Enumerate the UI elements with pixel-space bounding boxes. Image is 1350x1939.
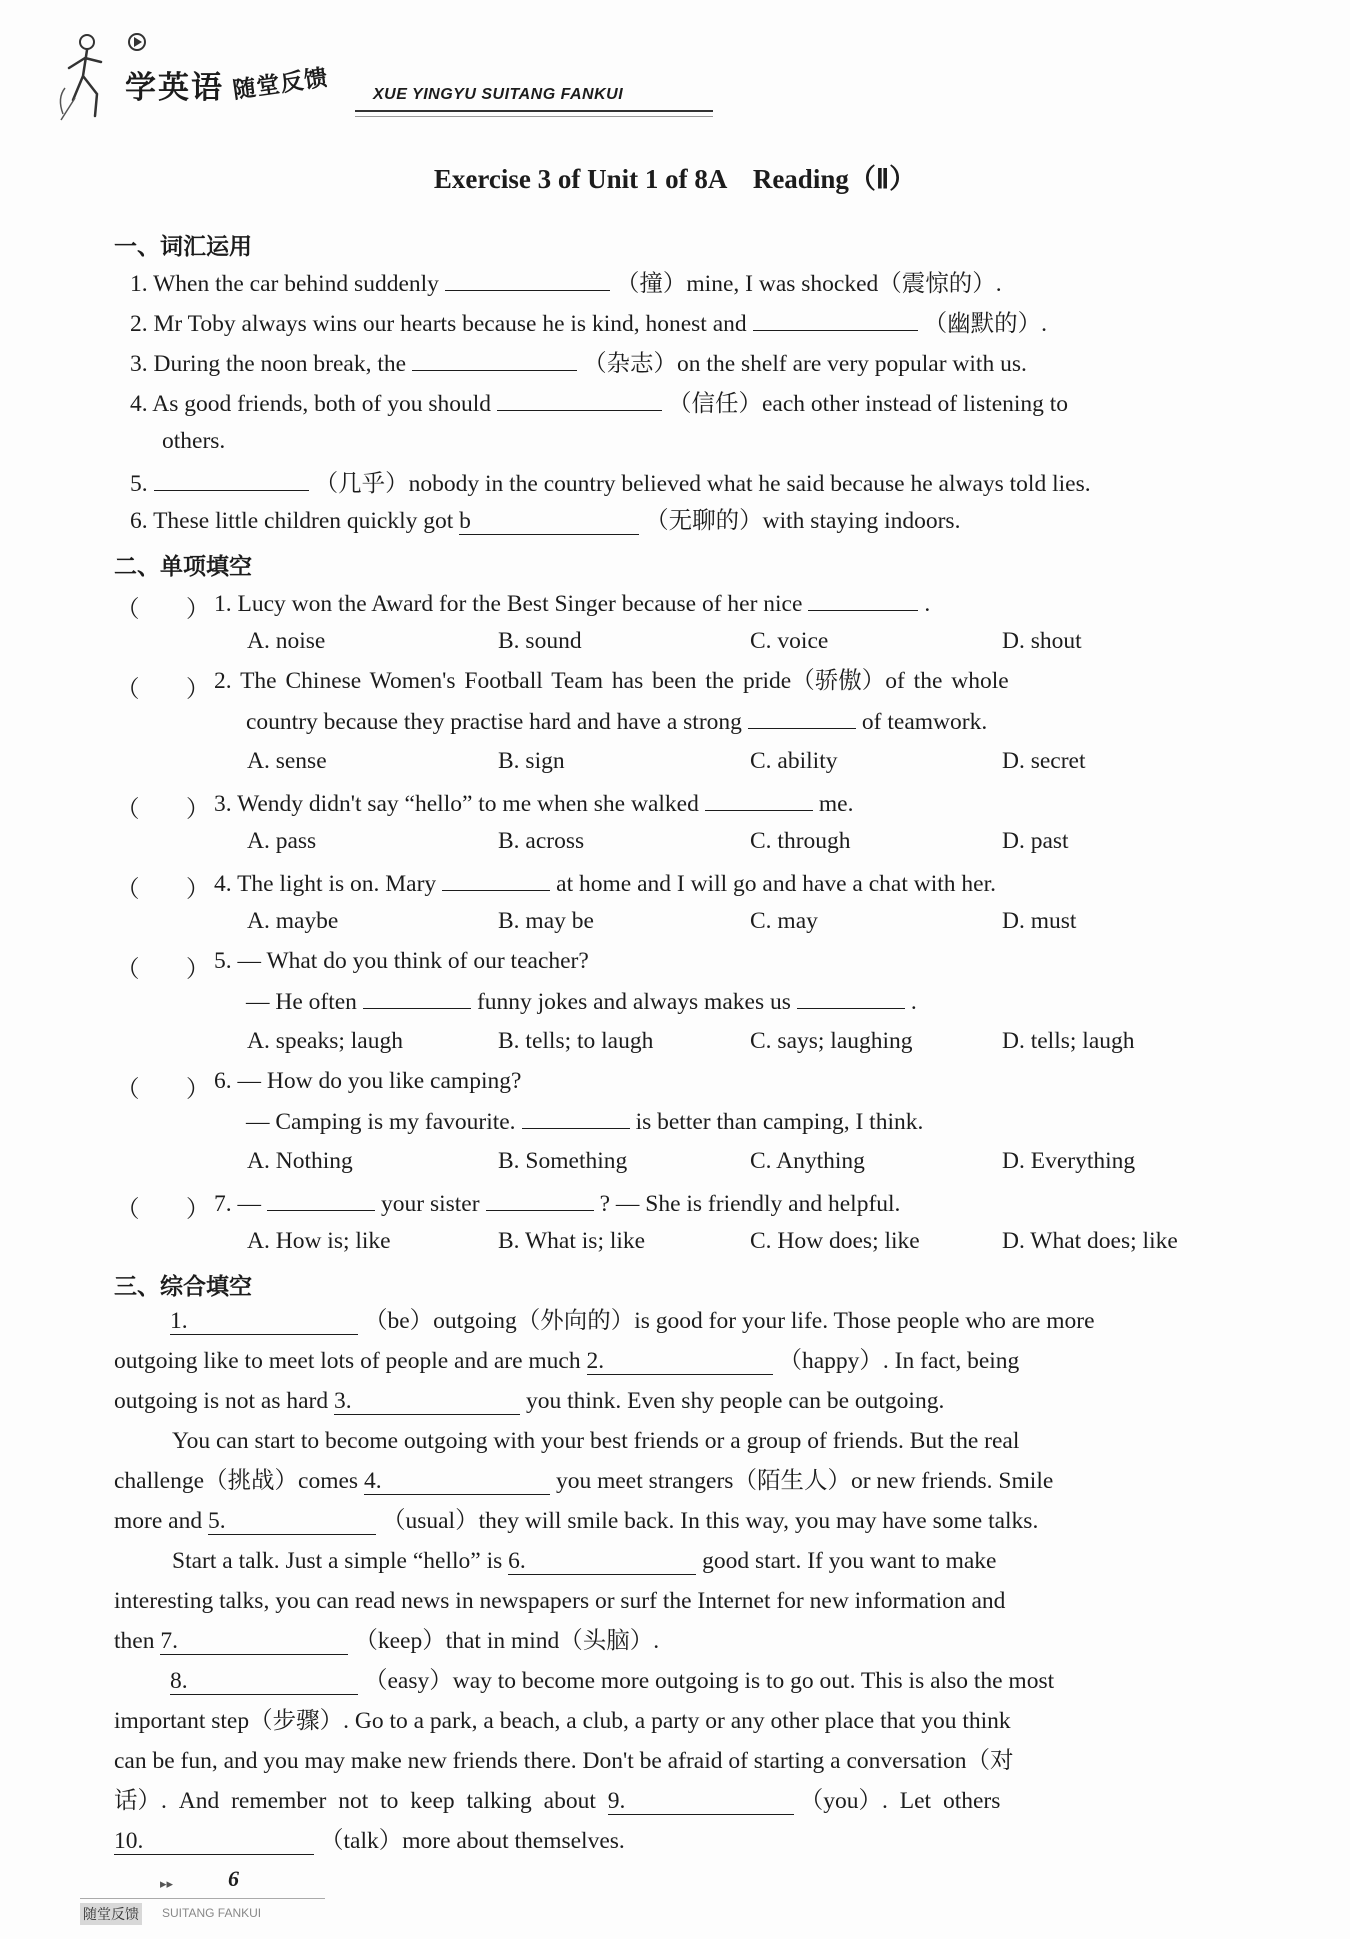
question-text: country because they practise hard and have a strong <box>246 709 742 735</box>
passage-text: （usual）they will smile back. In this way, you may have some talks. <box>381 1508 1039 1534</box>
answer-blank[interactable] <box>753 310 918 331</box>
answer-blank[interactable] <box>445 270 610 291</box>
answer-blank <box>797 988 905 1009</box>
cloze-line-7 <box>172 1550 996 1575</box>
answer-blank-5[interactable] <box>208 1510 376 1535</box>
passage-text: （keep）that in mind（头脑）. <box>354 1628 660 1654</box>
answer-paren-close: ） <box>186 597 210 623</box>
answer-blank[interactable] <box>154 470 309 491</box>
item-text: （信任）each other instead of listening to <box>668 391 1069 417</box>
header-subtitle-cn: 随堂反馈 <box>231 64 330 105</box>
question-number: 6. <box>214 1068 232 1094</box>
answer-paren-open[interactable]: （ <box>116 1197 140 1223</box>
mc-question-4 <box>214 870 996 897</box>
vocab-item-1 <box>130 270 1002 297</box>
option-c[interactable]: C. voice <box>750 628 829 654</box>
question-text: Wendy didn't say “hello” to me when she walked <box>237 791 699 817</box>
answer-blank <box>808 590 918 611</box>
passage-text: outgoing is not as hard <box>114 1388 329 1414</box>
item-text: （撞）mine, I was shocked（震惊的）. <box>615 271 1002 297</box>
answer-blank <box>363 988 471 1009</box>
answer-blank[interactable] <box>459 510 639 535</box>
cloze-line-13 <box>114 1790 1000 1815</box>
passage-text: （happy）. In fact, being <box>778 1348 1020 1374</box>
blank-number: 1. <box>170 1308 188 1334</box>
answer-paren-close: ） <box>186 957 210 983</box>
option-b[interactable]: B. may be <box>498 908 594 934</box>
vocab-item-3 <box>130 350 1027 377</box>
mc-question-6 <box>214 1070 521 1094</box>
answer-paren-close: ） <box>186 1077 210 1103</box>
answer-blank-3[interactable] <box>334 1390 520 1415</box>
mc-question-7 <box>214 1190 900 1217</box>
footer-tag: 随堂反馈 <box>80 1903 142 1925</box>
blank-number: 2. <box>586 1348 605 1374</box>
item-text: （无聊的）with staying indoors. <box>645 508 961 534</box>
answer-paren-close: ） <box>186 677 210 703</box>
question-number: 5. <box>214 948 232 974</box>
mc-question-3 <box>214 790 853 817</box>
vocab-item-6 <box>130 510 960 535</box>
answer-blank-7[interactable] <box>160 1630 348 1655</box>
cloze-line-12: can be fun, and you may make new friends there. Don't be afraid of starting a conversation（对 <box>114 1748 1014 1774</box>
option-a[interactable]: A. maybe <box>247 908 339 934</box>
blank-number: 10. <box>114 1828 144 1854</box>
option-c[interactable]: C. says; laughing <box>750 1028 913 1054</box>
answer-blank <box>486 1190 594 1211</box>
header-rule-thin <box>355 116 713 117</box>
answer-blank-1[interactable] <box>170 1310 358 1335</box>
option-c[interactable]: C. ability <box>750 748 838 774</box>
cloze-line-2 <box>114 1350 1019 1375</box>
option-b[interactable]: B. What is; like <box>498 1228 646 1254</box>
answer-paren-close: ） <box>186 797 210 823</box>
question-text: your sister <box>381 1191 480 1217</box>
item-text: During the noon break, the <box>153 351 407 377</box>
item-text: （幽默的）. <box>923 311 1048 337</box>
question-number: 4. <box>214 871 232 897</box>
answer-paren-open[interactable]: （ <box>116 797 140 823</box>
option-d[interactable]: D. secret <box>1002 748 1086 774</box>
option-a[interactable]: A. pass <box>247 828 317 854</box>
item-number: 3. <box>130 351 148 377</box>
question-text: The Chinese Women's Football Team has been the pride（骄傲）of the whole <box>240 668 1009 694</box>
question-text: The light is on. Mary <box>237 871 437 897</box>
blank-number: 5. <box>207 1508 226 1534</box>
question-text: of teamwork. <box>861 709 988 735</box>
question-number: 7. <box>214 1191 232 1217</box>
page-header <box>55 28 675 128</box>
question-number: 1. <box>214 591 232 617</box>
passage-text: （be）outgoing（外向的）is good for your life. Those people who are more <box>364 1308 1095 1334</box>
vocab-item-4-cont: others. <box>162 428 226 454</box>
question-text: at home and I will go and have a chat with her. <box>556 871 996 897</box>
option-d[interactable]: D. must <box>1002 908 1077 934</box>
option-d[interactable]: D. tells; laugh <box>1002 1028 1135 1054</box>
vocab-item-5 <box>130 470 1091 497</box>
question-number: 3. <box>214 791 232 817</box>
item-number: 1. <box>130 271 148 297</box>
mc-question-5-cont <box>246 988 917 1015</box>
mc-question-1 <box>214 590 930 617</box>
option-c[interactable]: C. How does; like <box>750 1228 920 1254</box>
answer-blank <box>442 870 550 891</box>
mc-question-6-cont <box>246 1108 923 1135</box>
option-d[interactable]: D. What does; like <box>1002 1228 1178 1254</box>
option-a[interactable]: A. sense <box>247 748 327 774</box>
passage-text: you meet strangers（陌生人）or new friends. Smile <box>555 1468 1054 1494</box>
passage-text: then <box>114 1628 155 1654</box>
answer-paren-open[interactable]: （ <box>116 1077 140 1103</box>
answer-blank <box>522 1108 630 1129</box>
option-c[interactable]: C. Anything <box>750 1148 865 1174</box>
passage-text: （talk）more about themselves. <box>320 1828 625 1854</box>
option-a[interactable]: A. Nothing <box>247 1148 353 1174</box>
question-text: funny jokes and always makes us <box>476 989 791 1015</box>
option-c[interactable]: C. may <box>750 908 818 934</box>
answer-blank[interactable] <box>497 390 662 411</box>
cloze-line-10 <box>170 1670 1054 1695</box>
section-heading-vocabulary: 一、词汇运用 <box>114 234 252 260</box>
question-text: — How do you like camping? <box>237 1068 522 1094</box>
answer-blank <box>267 1190 375 1211</box>
passage-text: outgoing like to meet lots of people and are much <box>114 1348 581 1374</box>
item-text: （几乎）nobody in the country believed what he said because he always told lies. <box>314 471 1091 497</box>
question-text: me. <box>818 791 854 817</box>
option-d[interactable]: D. past <box>1002 828 1069 854</box>
option-a[interactable]: A. noise <box>247 628 326 654</box>
item-text: Mr Toby always wins our hearts because he is kind, honest and <box>153 311 747 337</box>
question-text: — What do you think of our teacher? <box>237 948 589 974</box>
footer-rule <box>80 1898 325 1899</box>
header-rule <box>355 110 713 112</box>
answer-blank-6[interactable] <box>508 1550 696 1575</box>
answer-blank-4[interactable] <box>364 1470 550 1495</box>
blank-number: 3. <box>333 1388 352 1414</box>
mc-question-5 <box>214 950 589 974</box>
cloze-line-4: You can start to become outgoing with your best friends or a group of friends. But the real <box>172 1428 1020 1454</box>
section-heading-cloze: 三、综合填空 <box>114 1274 252 1300</box>
answer-paren-close: ） <box>186 877 210 903</box>
answer-paren-close: ） <box>186 1197 210 1223</box>
mc-question-2-cont <box>246 708 987 735</box>
cloze-line-5 <box>114 1470 1053 1495</box>
passage-text: （you）. Let others <box>799 1788 1001 1814</box>
cloze-line-9 <box>114 1630 659 1655</box>
question-number: 2. <box>214 668 232 694</box>
answer-blank <box>705 790 813 811</box>
passage-text: challenge（挑战）comes <box>114 1468 359 1494</box>
question-text: is better than camping, I think. <box>635 1109 924 1135</box>
question-text: — He often <box>246 989 357 1015</box>
cloze-line-11: important step（步骤）. Go to a park, a beach, a club, a party or any other place that you think <box>114 1708 1011 1734</box>
passage-text: Start a talk. Just a simple “hello” is <box>172 1548 503 1574</box>
question-text: ? — She is friendly and helpful. <box>599 1191 901 1217</box>
header-title-cn: 学英语 <box>125 70 224 106</box>
answer-blank-10[interactable] <box>114 1830 314 1855</box>
cloze-line-6 <box>114 1510 1038 1535</box>
answer-paren-open[interactable]: （ <box>116 877 140 903</box>
cloze-line-14 <box>114 1830 625 1855</box>
item-number: 5. <box>130 471 148 497</box>
item-text: As good friends, both of you should <box>152 391 491 417</box>
question-text: . <box>924 591 931 617</box>
option-c[interactable]: C. through <box>750 828 851 854</box>
option-b[interactable]: B. sign <box>498 748 565 774</box>
option-d[interactable]: D. shout <box>1002 628 1082 654</box>
answer-paren-open[interactable]: （ <box>116 597 140 623</box>
vocab-item-4 <box>130 390 1068 417</box>
passage-text: more and <box>114 1508 203 1534</box>
answer-blank-8[interactable] <box>170 1670 358 1695</box>
item-text: These little children quickly got <box>153 508 454 534</box>
answer-blank-2[interactable] <box>587 1350 773 1375</box>
mc-question-2 <box>214 670 1009 694</box>
option-b[interactable]: B. Something <box>498 1148 628 1174</box>
page-number: 6 <box>228 1866 239 1891</box>
passage-text: you think. Even shy people can be outgoing. <box>525 1388 945 1414</box>
item-text: （杂志）on the shelf are very popular with us. <box>583 351 1027 377</box>
item-number: 6. <box>130 508 148 534</box>
option-a[interactable]: A. speaks; laugh <box>247 1028 403 1054</box>
question-text: Lucy won the Award for the Best Singer because of her nice <box>237 591 803 617</box>
blank-prefix-letter: b <box>459 508 471 534</box>
option-d[interactable]: D. Everything <box>1002 1148 1136 1174</box>
footer-en: SUITANG FANKUI <box>162 1906 262 1920</box>
option-b[interactable]: B. tells; to laugh <box>498 1028 654 1054</box>
header-subtitle-en: XUE YINGYU SUITANG FANKUI <box>373 86 624 103</box>
passage-text: good start. If you want to make <box>702 1548 997 1574</box>
answer-blank-9[interactable] <box>608 1790 794 1815</box>
blank-number: 4. <box>363 1468 382 1494</box>
answer-blank[interactable] <box>412 350 577 371</box>
answer-blank <box>748 708 856 729</box>
item-number: 2. <box>130 311 148 337</box>
blank-number: 6. <box>508 1548 526 1574</box>
section-heading-multiple-choice: 二、单项填空 <box>114 554 252 580</box>
blank-number: 7. <box>160 1628 178 1654</box>
option-b[interactable]: B. sound <box>498 628 582 654</box>
page-title: Exercise 3 of Unit 1 of 8A Reading（Ⅱ） <box>433 164 917 194</box>
question-text: — <box>237 1191 261 1217</box>
question-text: . <box>910 989 917 1015</box>
cloze-line-1 <box>170 1310 1095 1335</box>
passage-text: 话）. And remember not to keep talking about <box>114 1788 596 1814</box>
blank-number: 9. <box>607 1788 626 1814</box>
answer-paren-open[interactable]: （ <box>116 677 140 703</box>
passage-text: （easy）way to become more outgoing is to go out. This is also the most <box>364 1668 1055 1694</box>
item-text: When the car behind suddenly <box>153 271 439 297</box>
cloze-line-3 <box>114 1390 944 1415</box>
option-a[interactable]: A. How is; like <box>247 1228 391 1254</box>
blank-number: 8. <box>170 1668 188 1694</box>
arrow-icon: ▸▸ <box>160 1877 174 1892</box>
option-b[interactable]: B. across <box>498 828 585 854</box>
cloze-line-8: interesting talks, you can read news in newspapers or surf the Internet for new information and <box>114 1588 1006 1614</box>
item-number: 4. <box>130 391 148 417</box>
answer-paren-open[interactable]: （ <box>116 957 140 983</box>
question-text: — Camping is my favourite. <box>246 1109 516 1135</box>
vocab-item-2 <box>130 310 1047 337</box>
